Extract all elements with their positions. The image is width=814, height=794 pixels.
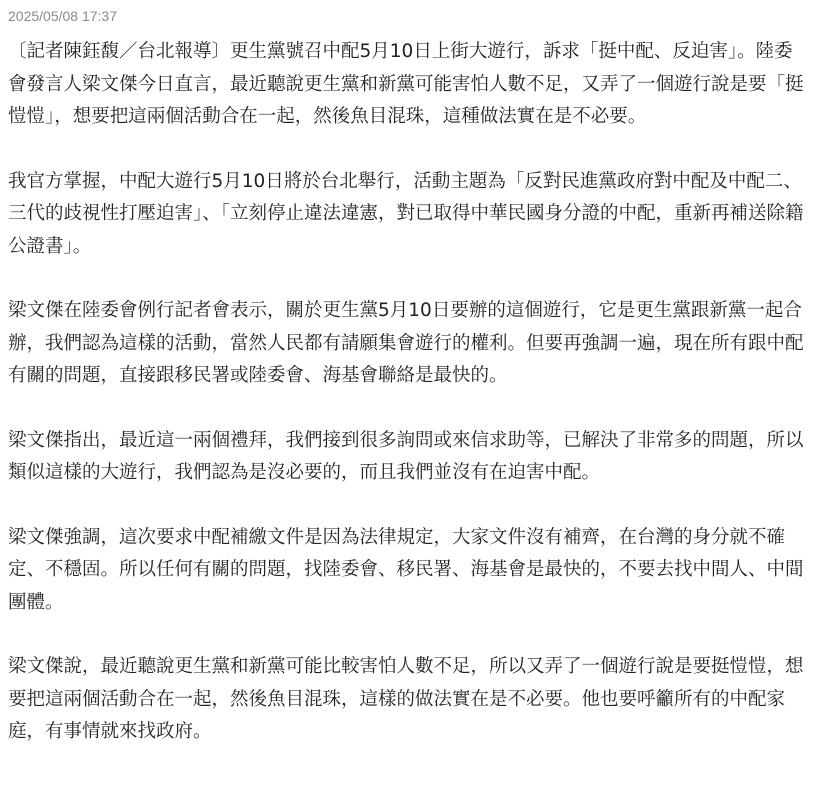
news-article <box>8 6 808 749</box>
article-paragraph-2: 我官方掌握，中配大遊行5月10日將於台北舉行，活動主題為「反對民進黨政府對中配及中配二、三代的歧視性打壓迫害」、「立刻停止違法違憲，對已取得中華民國身分證的中配，重新再補送除籍公證書」。 <box>8 170 804 257</box>
article-paragraph-1: 〔記者陳鈺馥／台北報導〕更生黨號召中配5月10日上街大遊行，訴求「挺中配、反迫害」。陸委會發言人梁文傑今日直言，最近聽說更生黨和新黨可能害怕人數不足，又弄了一個遊行說是要「挺愷愷」，想要把這兩個活動合在一起，然後魚目混珠，這種做法實在是不必要。 <box>8 41 804 127</box>
article-paragraph-4: 梁文傑指出，最近這一兩個禮拜，我們接到很多詢問或來信求助等，已解決了非常多的問題，所以類似這樣的大遊行，我們認為是沒必要的，而且我們並沒有在迫害中配。 <box>8 429 804 483</box>
publish-timestamp: 2025/05/08 17:37 <box>8 8 117 24</box>
article-paragraph-5: 梁文傑強調，這次要求中配補繳文件是因為法律規定，大家文件沒有補齊，在台灣的身分就不確定、不穩固。所以任何有關的問題，找陸委會、移民署、海基會是最快的，不要去找中間人、中間團體。 <box>8 526 804 613</box>
article-paragraph-3: 梁文傑在陸委會例行記者會表示，關於更生黨5月10日要辦的這個遊行，它是更生黨跟新黨一起合辦，我們認為這樣的活動，當然人民都有請願集會遊行的權利。但要再強調一遍，現在所有跟中配有關的問題，直接跟移民署或陸委會、海基會聯絡是最快的。 <box>8 300 804 386</box>
article-paragraph-6: 梁文傑說，最近聽說更生黨和新黨可能比較害怕人數不足，所以又弄了一個遊行說是要挺愷愷，想要把這兩個活動合在一起，然後魚目混珠，這樣的做法實在是不必要。他也要呼籲所有的中配家庭，有事情就來找政府。 <box>8 656 804 742</box>
